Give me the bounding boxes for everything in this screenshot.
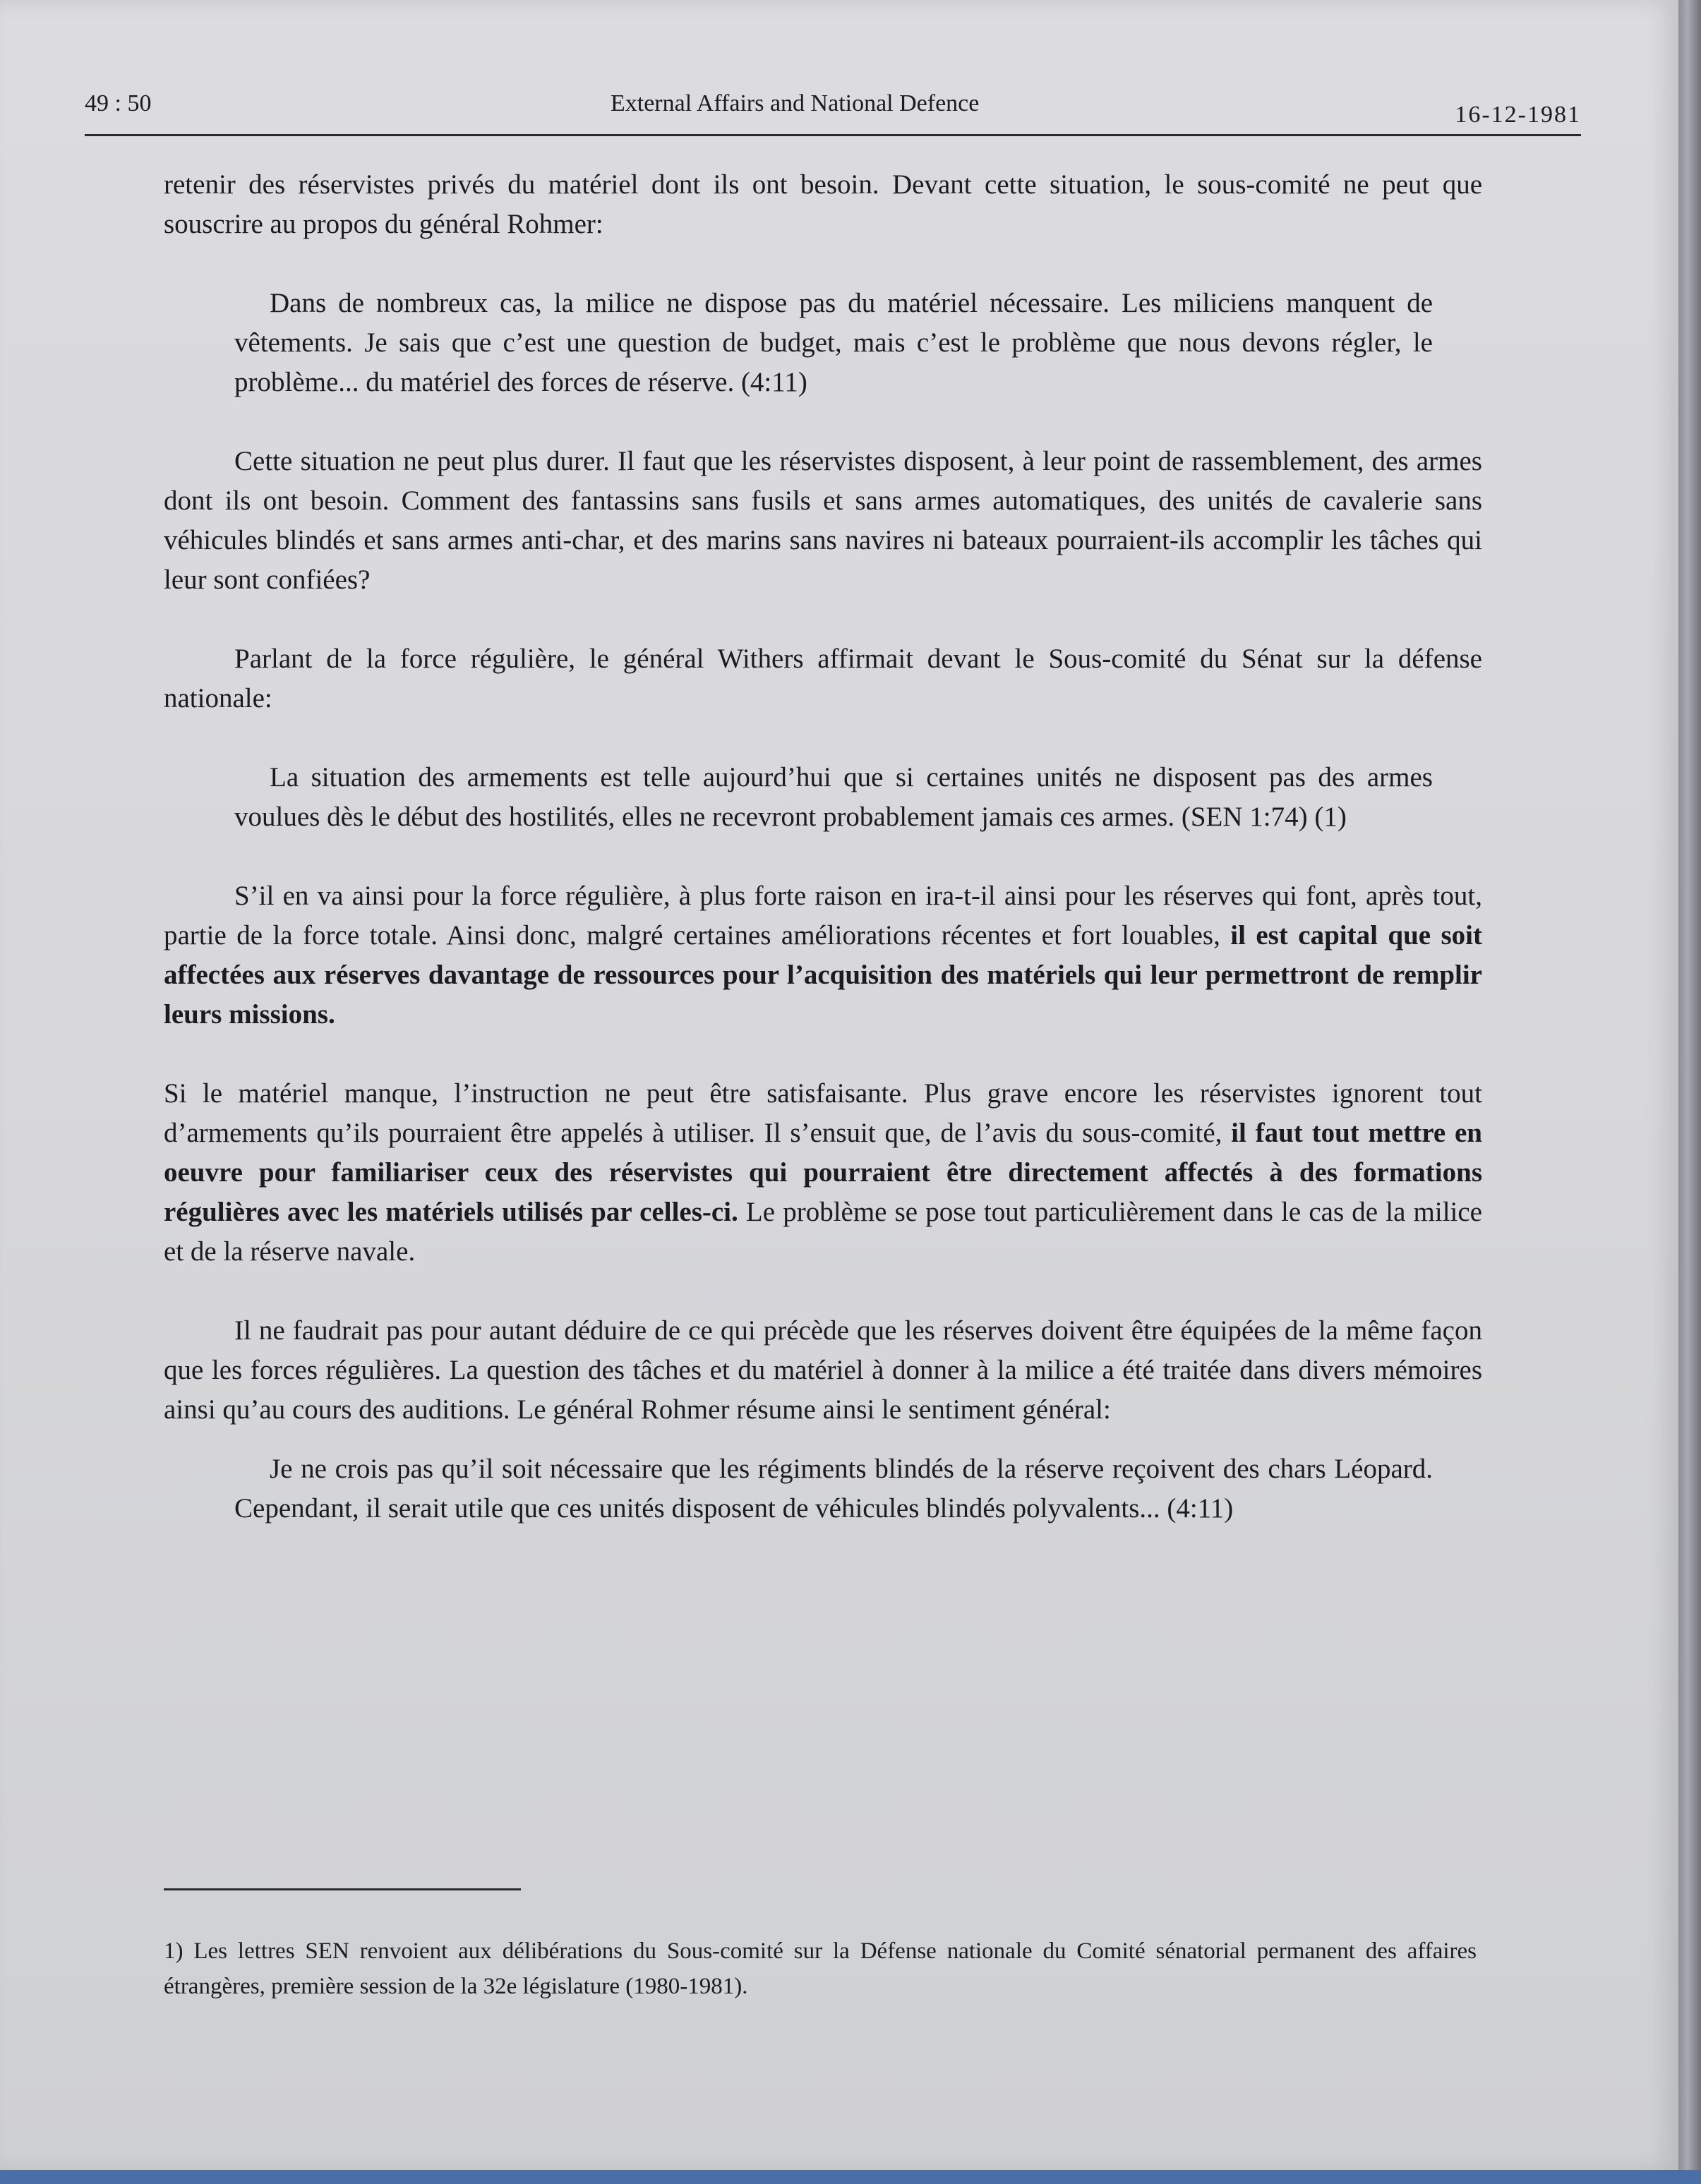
paragraph-equipement: Il ne faudrait pas pour autant déduire de ce qui précède que les réserves doivent être équipées de la même façon que les forces régulières. La question des tâches et du matériel à donner à la milice a été traitée dans divers mémoires ainsi qu’au cours des auditions. Le général Rohmer résume ainsi le sentiment général: (164, 1315, 1482, 1425)
quote-rohmer-2: Je ne crois pas qu’il soit nécessaire que les régiments blindés de la réserve reçoivent des chars Léopard. Cependant, il serait utile que ces unités disposent de véhicules blindés polyvalents... (4:11) (234, 1454, 1433, 1524)
paragraph-instruction (164, 1074, 1482, 1272)
bottom-strip (0, 2170, 1701, 2184)
running-title: External Affairs and National Defence (611, 90, 980, 116)
footnote: 1) Les lettres SEN renvoient aux délibérations du Sous-comité sur la Défense nationale du Comité sénatorial permanent des affaires étrangères, première session de la 32e législature (1980-1981). (164, 1938, 1477, 1999)
footnote-rule (164, 1888, 521, 1890)
paragraph-text: Si le matériel manque, l’instruction ne peut être satisfaisante. Plus grave encore les réservistes ignorent tout d’armements qu’ils pourraient être appelés à utiliser. Il s’ensuit que, de l’avis du sous-comité, (164, 1078, 1482, 1148)
header-date: 16-12-1981 (1455, 102, 1581, 128)
emphasis-recommendation: il est capital que soit affectées aux réserves davantage de ressources pour l’acquisition des matériels qui leur permettront de remplir leurs missions. (164, 920, 1482, 1030)
body-text (164, 165, 1482, 1568)
page-reference: 49 : 50 (85, 90, 152, 116)
page-header (85, 85, 1581, 136)
paragraph-force-reguliere (164, 876, 1482, 1034)
paragraph-situation: Cette situation ne peut plus durer. Il faut que les réservistes disposent, à leur point de rassemblement, des armes dont ils ont besoin. Comment des fantassins sans fusils et sans armes automatiques, des unités de cavalerie sans véhicules blindés et sans armes anti-char, et des marins sans navires ni bateaux pourraient-ils accomplir les tâches qui leur sont confiées? (164, 446, 1482, 595)
paragraph-text: Le problème se pose tout particulièrement dans le cas de la milice et de la réserve navale. (164, 1197, 1482, 1267)
quote-withers: La situation des armements est telle aujourd’hui que si certaines unités ne disposent pas des armes voulues dès le début des hostilités, elles ne recevront probablement jamais ces armes. (SEN 1:74) (1) (234, 762, 1433, 832)
quote-rohmer-1: Dans de nombreux cas, la milice ne dispose pas du matériel nécessaire. Les miliciens manquent de vêtements. Je sais que c’est une question de budget, mais c’est le problème que nous devons régler, le problème... du matériel des forces de réserve. (4:11) (234, 288, 1433, 397)
paragraph-continuation: retenir des réservistes privés du matériel dont ils ont besoin. Devant cette situation, le sous-comité ne peut que souscrire au propos du général Rohmer: (164, 169, 1482, 239)
paragraph-text: S’il en va ainsi pour la force régulière, à plus forte raison en ira-t-il ainsi pour les réserves qui font, après tout, partie de la force totale. Ainsi donc, malgré certaines améliorations récentes et fort louables, (164, 881, 1482, 951)
paragraph-withers-intro: Parlant de la force régulière, le général Withers affirmait devant le Sous-comité du Sénat sur la défense nationale: (164, 644, 1482, 713)
emphasis-recommendation: il faut tout mettre en oeuvre pour familiariser ceux des réservistes qui pourraient être directement affectés à des formations régulières avec les matériels utilisés par celles-ci. (164, 1118, 1482, 1227)
page-edge (1678, 0, 1701, 2170)
